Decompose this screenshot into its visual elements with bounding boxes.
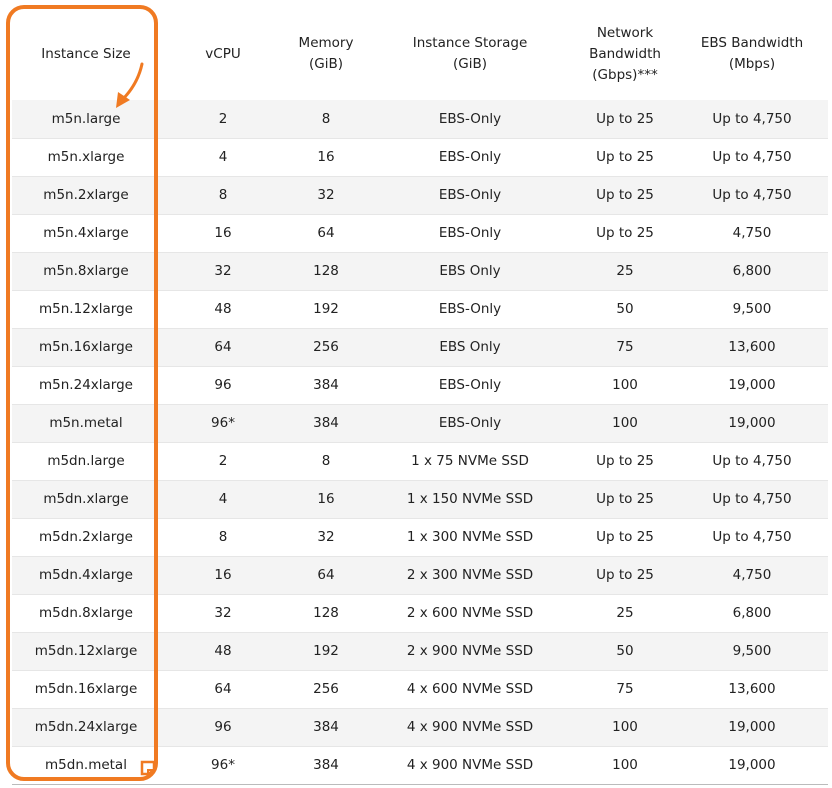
table-row	[12, 366, 828, 404]
instance-size-cell: m5n.large	[12, 100, 160, 138]
header-line: (Gbps)***	[592, 66, 658, 83]
storage-cell: EBS-Only	[438, 149, 502, 165]
vcpu-cell: 16	[160, 556, 286, 594]
ebs-cell: 6,800	[732, 605, 772, 621]
table-row	[12, 252, 828, 290]
header-line: Instance Size	[41, 45, 131, 62]
vcpu-cell: 96	[160, 708, 286, 746]
ebs-cell: 19,000	[676, 708, 828, 746]
header-instance-size	[12, 8, 160, 100]
ebs-cell: 13,600	[728, 681, 776, 697]
vcpu-cell: 32	[160, 252, 286, 290]
ebs-cell: Up to 4,750	[676, 100, 828, 138]
memory-cell: 32	[286, 176, 366, 214]
table-body	[12, 100, 828, 784]
header-line: Network	[596, 24, 654, 41]
instance-size-cell: m5n.24xlarge	[39, 377, 133, 393]
network-cell: 50	[574, 632, 676, 670]
ebs-cell: 4,750	[732, 225, 772, 241]
storage-cell: 1 x 75 NVMe SSD	[411, 453, 529, 469]
network-cell: 50	[616, 301, 634, 317]
storage-cell: 4 x 600 NVMe SSD	[406, 681, 534, 697]
instance-size-cell: m5dn.8xlarge	[39, 605, 133, 621]
network-cell: Up to 25	[574, 480, 676, 518]
network-cell: 100	[612, 757, 638, 773]
vcpu-cell: 48	[214, 301, 232, 317]
ebs-cell: Up to 4,750	[712, 529, 792, 545]
instance-size-cell: m5n.4xlarge	[43, 225, 129, 241]
header-memory	[286, 8, 366, 100]
network-cell: Up to 25	[596, 453, 654, 469]
vcpu-cell: 48	[160, 632, 286, 670]
table-row	[12, 708, 828, 746]
instance-size-cell: m5dn.xlarge	[12, 480, 160, 518]
vcpu-cell: 64	[214, 681, 232, 697]
vcpu-cell: 64	[160, 328, 286, 366]
network-cell: 75	[574, 328, 676, 366]
network-cell: 25	[574, 252, 676, 290]
instance-size-cell: m5dn.large	[47, 453, 125, 469]
header-vcpu	[160, 8, 286, 100]
memory-cell: 16	[286, 480, 366, 518]
vcpu-cell: 16	[214, 225, 232, 241]
memory-cell: 384	[286, 404, 366, 442]
storage-cell: 2 x 600 NVMe SSD	[406, 605, 534, 621]
network-cell: 25	[616, 605, 634, 621]
table-row	[12, 594, 828, 632]
network-cell: 100	[612, 377, 638, 393]
ebs-cell: Up to 4,750	[676, 480, 828, 518]
ebs-cell: Up to 4,750	[676, 176, 828, 214]
header-line: (GiB)	[452, 56, 487, 72]
memory-cell: 384	[286, 708, 366, 746]
storage-cell: 1 x 150 NVMe SSD	[366, 480, 574, 518]
vcpu-cell: 32	[214, 605, 232, 621]
instance-size-cell: m5n.2xlarge	[12, 176, 160, 214]
memory-cell: 256	[286, 328, 366, 366]
ebs-cell: Up to 4,750	[712, 149, 792, 165]
ebs-cell: 6,800	[676, 252, 828, 290]
vcpu-cell: 96*	[160, 404, 286, 442]
ebs-cell: 13,600	[676, 328, 828, 366]
storage-cell: EBS-Only	[438, 377, 502, 393]
instance-size-cell: m5dn.2xlarge	[39, 529, 133, 545]
instance-size-cell: m5dn.24xlarge	[12, 708, 160, 746]
instance-size-cell: m5dn.16xlarge	[34, 681, 138, 697]
table-row	[12, 518, 828, 556]
storage-cell: EBS Only	[366, 328, 574, 366]
storage-cell: EBS-Only	[438, 301, 502, 317]
vcpu-cell: 2	[218, 453, 228, 469]
instance-size-cell: m5dn.4xlarge	[12, 556, 160, 594]
table-row	[12, 328, 828, 366]
table-row	[12, 670, 828, 708]
storage-cell: EBS-Only	[438, 225, 502, 241]
header-line: Memory (GiB)	[298, 35, 354, 72]
vcpu-cell: 4	[160, 480, 286, 518]
vcpu-cell: 96	[214, 377, 232, 393]
instance-size-cell: m5n.metal	[12, 404, 160, 442]
storage-cell: 2 x 300 NVMe SSD	[366, 556, 574, 594]
vcpu-cell: 2	[160, 100, 286, 138]
network-cell: 100	[574, 404, 676, 442]
memory-cell: 64	[286, 556, 366, 594]
header-network-bandwidth	[574, 8, 676, 100]
ebs-cell: 19,000	[728, 757, 776, 773]
memory-cell: 128	[313, 605, 339, 621]
storage-cell: EBS-Only	[366, 100, 574, 138]
ebs-cell: 9,500	[732, 301, 772, 317]
table-row	[12, 746, 828, 784]
network-cell: Up to 25	[574, 176, 676, 214]
memory-cell: 256	[313, 681, 339, 697]
ebs-cell: 19,000	[676, 404, 828, 442]
network-cell: Up to 25	[596, 529, 654, 545]
memory-cell: 192	[286, 632, 366, 670]
memory-cell: 64	[317, 225, 335, 241]
header-line: (Mbps)	[728, 56, 776, 72]
table-row	[12, 138, 828, 176]
header-line: Instance Storage	[412, 35, 528, 51]
table-row	[12, 480, 828, 518]
network-cell: Up to 25	[574, 556, 676, 594]
table-row	[12, 632, 828, 670]
memory-cell: 384	[313, 377, 339, 393]
storage-cell: EBS-Only	[366, 404, 574, 442]
header-ebs-bandwidth	[676, 8, 828, 100]
header-line: Bandwidth	[589, 45, 661, 62]
table-row	[12, 556, 828, 594]
table-row	[12, 404, 828, 442]
network-cell: Up to 25	[596, 225, 654, 241]
instance-size-cell: m5n.16xlarge	[12, 328, 160, 366]
table-row	[12, 100, 828, 138]
memory-cell: 128	[286, 252, 366, 290]
network-cell: 75	[616, 681, 634, 697]
ebs-cell: 4,750	[676, 556, 828, 594]
instance-size-cell: m5dn.12xlarge	[12, 632, 160, 670]
ebs-cell: 9,500	[676, 632, 828, 670]
network-cell: 100	[574, 708, 676, 746]
instance-size-cell: m5dn.metal	[45, 757, 127, 773]
header-line: vCPU	[205, 45, 241, 62]
instance-specs-table	[12, 8, 828, 785]
storage-cell: EBS-Only	[366, 176, 574, 214]
header-line: EBS Bandwidth	[700, 35, 804, 51]
network-cell: Up to 25	[574, 100, 676, 138]
table-row	[12, 176, 828, 214]
instance-size-cell: m5n.xlarge	[47, 149, 125, 165]
table-row	[12, 214, 828, 252]
storage-cell: 4 x 900 NVMe SSD	[366, 708, 574, 746]
memory-cell: 384	[313, 757, 339, 773]
vcpu-cell: 4	[218, 149, 228, 165]
header-instance-storage	[366, 8, 574, 100]
memory-cell: 192	[313, 301, 339, 317]
ebs-cell: 19,000	[728, 377, 776, 393]
storage-cell: 2 x 900 NVMe SSD	[366, 632, 574, 670]
storage-cell: 4 x 900 NVMe SSD	[406, 757, 534, 773]
memory-cell: 32	[317, 529, 335, 545]
storage-cell: EBS Only	[366, 252, 574, 290]
memory-cell: 8	[286, 100, 366, 138]
vcpu-cell: 8	[160, 176, 286, 214]
table-row	[12, 290, 828, 328]
table-row	[12, 442, 828, 480]
instance-size-cell: m5n.8xlarge	[12, 252, 160, 290]
vcpu-cell: 96*	[211, 757, 235, 773]
network-cell: Up to 25	[596, 149, 654, 165]
vcpu-cell: 8	[218, 529, 228, 545]
memory-cell: 8	[321, 453, 331, 469]
storage-cell: 1 x 300 NVMe SSD	[406, 529, 534, 545]
instance-size-cell: m5n.12xlarge	[39, 301, 133, 317]
table-header-row	[12, 8, 828, 100]
memory-cell: 16	[317, 149, 335, 165]
ebs-cell: Up to 4,750	[712, 453, 792, 469]
